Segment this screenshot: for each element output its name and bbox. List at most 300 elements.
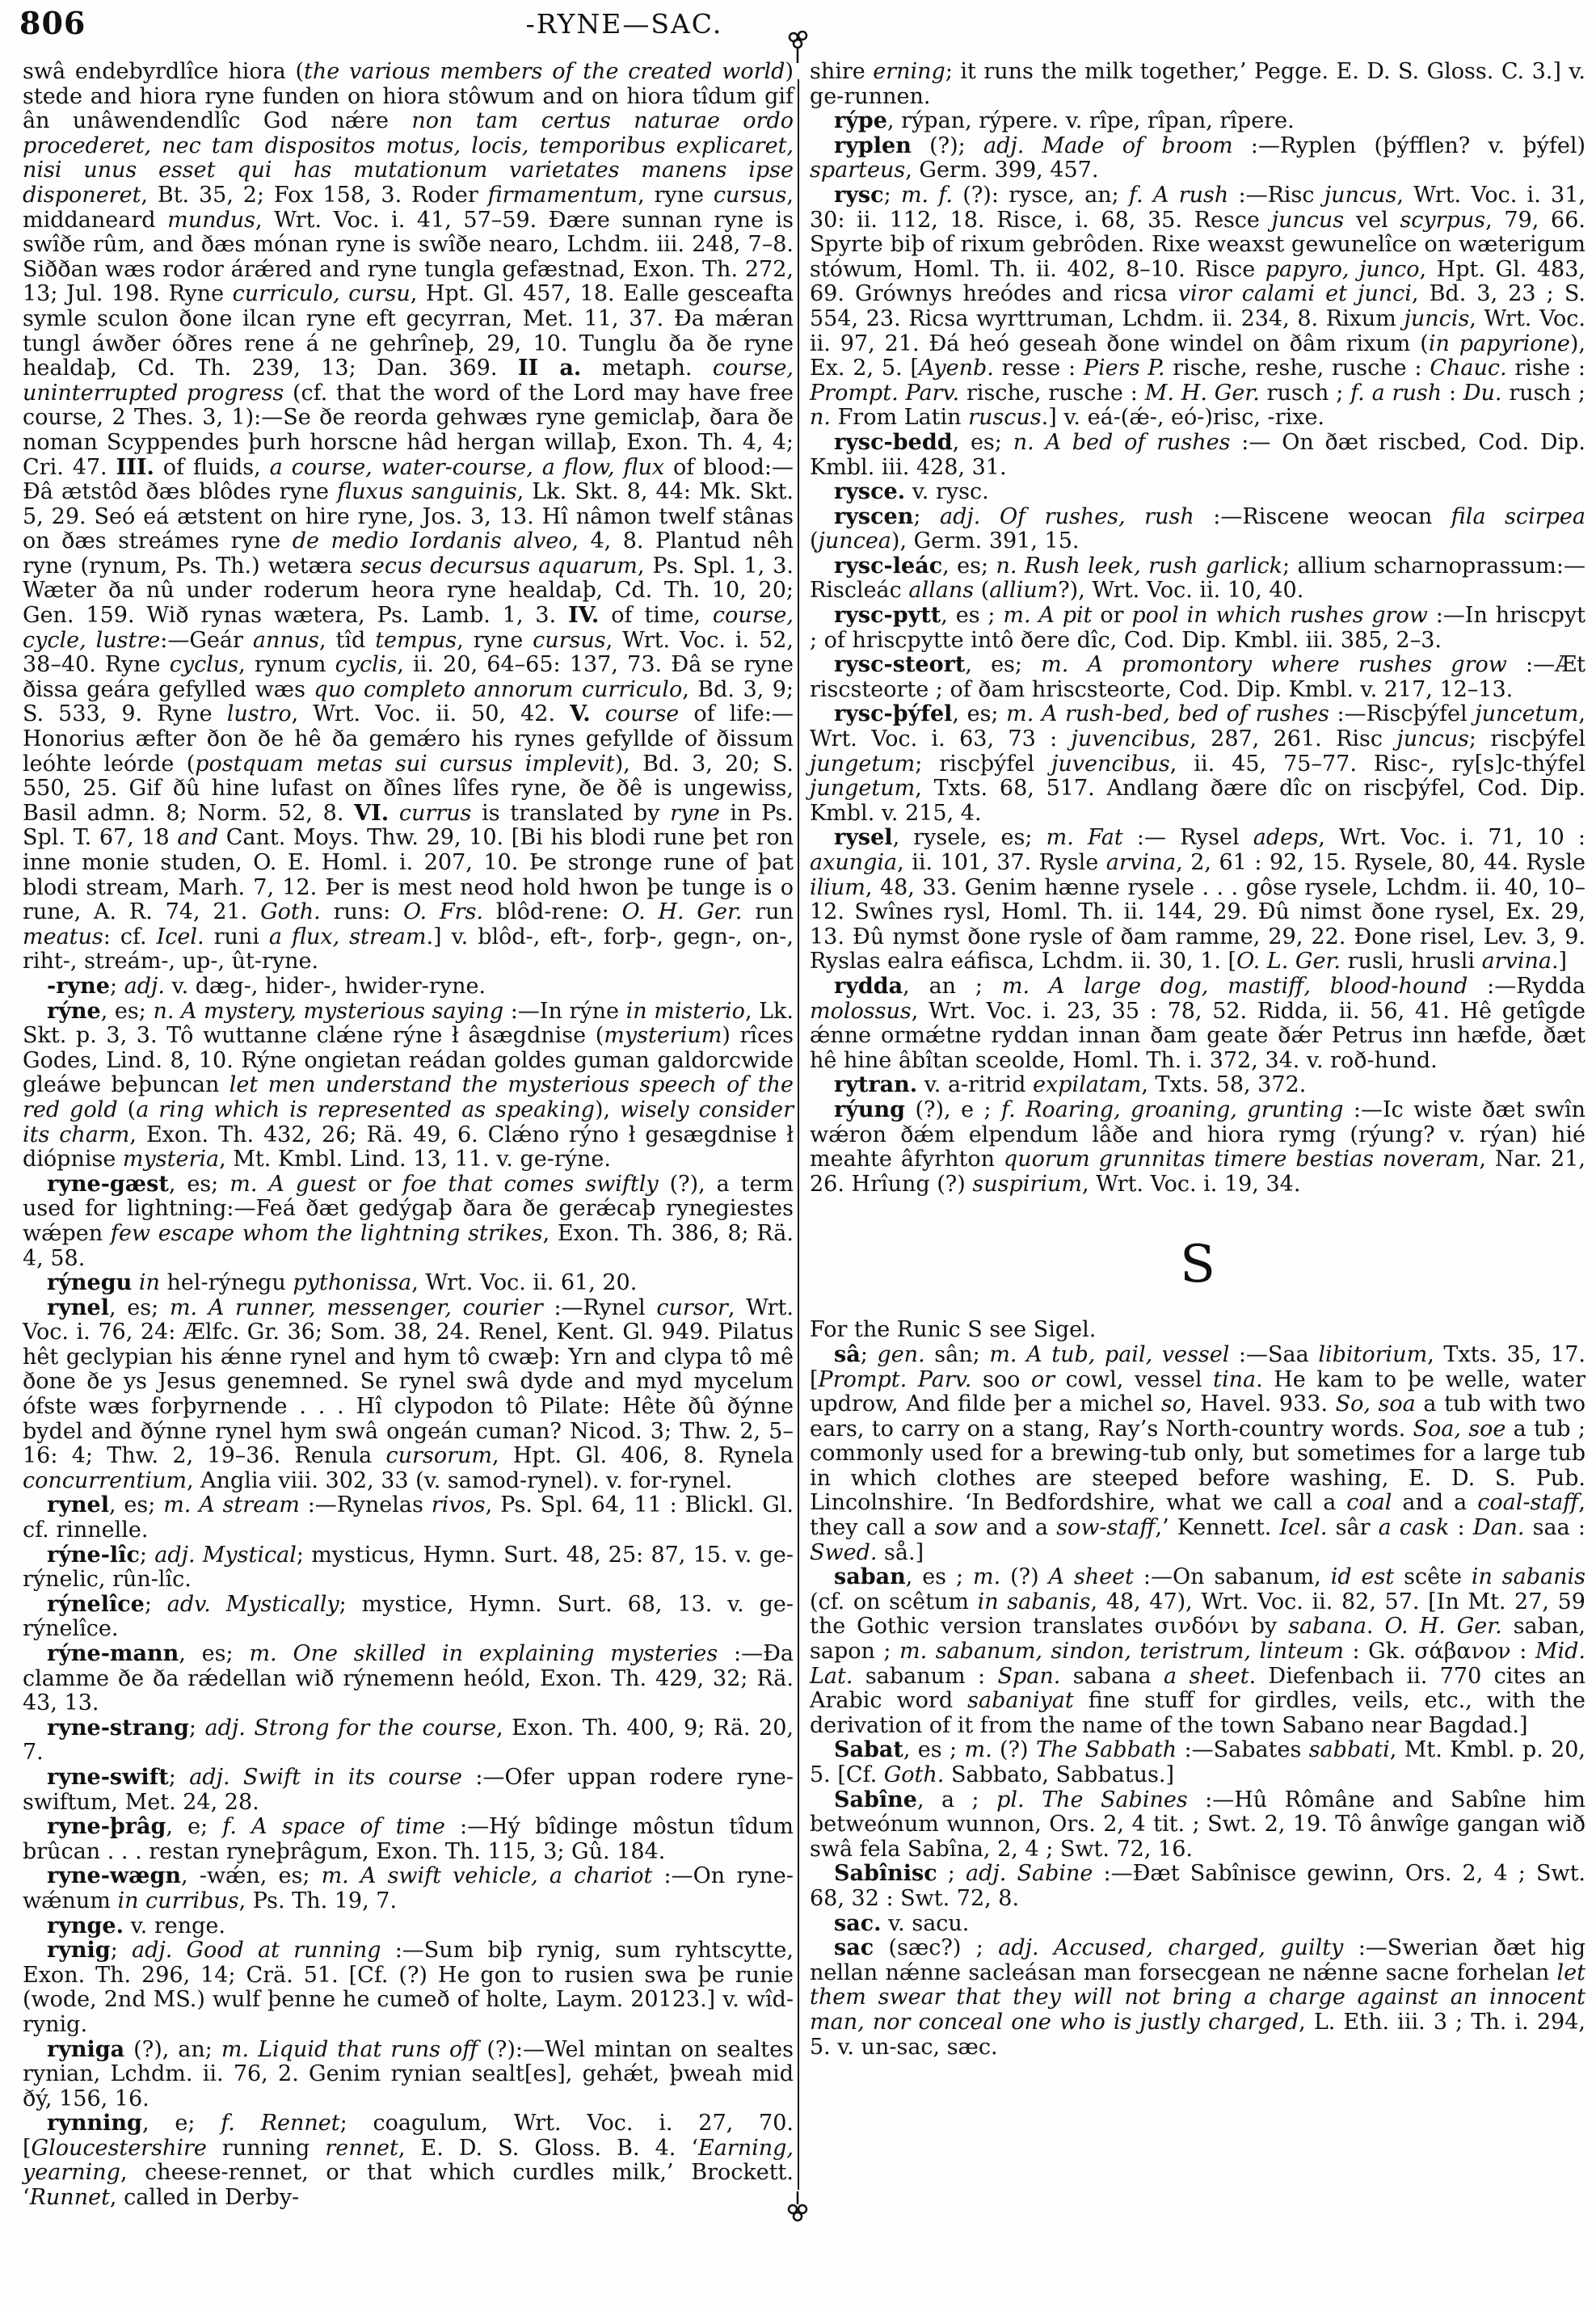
entry-text: v. a-ritrid <box>917 1072 1033 1098</box>
entry-text: Du. <box>1463 380 1502 406</box>
entry-text: cyclis <box>335 652 398 678</box>
headword: ryne-þrâg <box>47 1814 166 1840</box>
entry-text: cursus <box>533 627 606 653</box>
entry-text: arvina <box>1105 850 1177 875</box>
entry-text: adj. Mystical <box>154 1542 297 1568</box>
entry-text: juncis <box>1404 305 1470 331</box>
entry-text: , tîd <box>318 627 376 653</box>
entry-text: , Wrt. Voc. i. 31, 30: ii. 112, 18. Risce, i. 68, 35. Resce <box>810 182 1585 233</box>
entry-text: (?) <box>992 1737 1036 1763</box>
entry-text: in sabanis <box>977 1589 1091 1614</box>
headword: rynig <box>47 1938 111 1964</box>
entry-text: runs: <box>320 899 403 925</box>
entry-text: or <box>356 1171 403 1197</box>
entry-text: , E. D. S. Gloss. B. 4. ‘ <box>398 2135 698 2161</box>
entry-text: ,’ Kennett. <box>1155 1515 1280 1541</box>
entry-text: f. A rush <box>1129 182 1229 208</box>
entry-text: running <box>206 2135 326 2161</box>
headword: ryne-swift <box>47 1764 169 1790</box>
entry-text: annus <box>252 627 319 653</box>
entry-text: , rynum <box>238 652 335 678</box>
entry-text: , Havel. 933. <box>1185 1391 1336 1417</box>
entry-text: pythonissa <box>293 1270 412 1296</box>
entry-text: viror calami et junci <box>1177 281 1412 307</box>
entry-text: , es; <box>108 1294 170 1320</box>
headword: rysc-leác <box>834 553 943 579</box>
entry-text: firmamentum <box>487 182 638 208</box>
entry-text: , Wrt. Voc. i. 23, 35 : 78, 52. Ridda, ii. 56, 41. Hê getîgde ǽnne ormǽtne ryddan innan ðam geate ðǽr Petrus inn hæfde, ðæt hê hine âbîtan sceolde, Homl. Th. i. 372, 34. v. roð-hund. <box>810 998 1585 1073</box>
entry-text: jungetum <box>810 776 916 802</box>
entry-text <box>132 1270 139 1295</box>
headword: rýnelîce <box>47 1591 145 1617</box>
entry-text: currus <box>398 800 472 826</box>
entry-text: rusch ; <box>1501 380 1585 406</box>
entry-text: , Germ. 399, 457. <box>905 158 1099 183</box>
entry-text: :— On ðæt riscbed, Cod. Dip. Kmbl. iii. 428, 31. <box>810 429 1585 480</box>
entry-text: v. sacu. <box>881 1910 970 1936</box>
section-letter-heading: S <box>1180 1235 1215 1295</box>
entry-text: :—Swerian ðæt hig nellan nǽnne sacleásan man forsecgean ne nǽnne sacne forhelan <box>810 1935 1585 1985</box>
dict-entry <box>810 604 1585 653</box>
page-number: 806 <box>19 5 86 41</box>
entry-text: ryne <box>670 800 720 826</box>
dict-entry <box>23 1815 794 1864</box>
entry-text: , Ps. Spl. 1, 3. Wæter ða nû under roderum heora ryne healdaþ, Cd. Th. 10, 20; Gen. 159. Wið rynas wætera, Ps. Lamb. 1, 3. <box>23 553 794 629</box>
entry-text: runi <box>204 924 269 949</box>
entry-text: :—Hý bîdinge môstun tîdum brûcan . . . restan ryneþrâgum, Exon. Th. 115, 3; Gû. 184. <box>23 1814 794 1864</box>
entry-text: f. Roaring, groaning, grunting <box>1001 1097 1344 1122</box>
entry-text: .] v. eá-(ǽ-, eó-)risc, -rixe. <box>1041 405 1325 431</box>
entry-text: adeps <box>1253 825 1319 851</box>
entry-text: , e; <box>166 1814 223 1840</box>
entry-text: m. sabanum, sindon, teristrum, linteum <box>899 1639 1344 1665</box>
entry-text: scête <box>1394 1564 1472 1590</box>
entry-text: , Wrt. Voc. i. 76, 24: Ælfc. Gr. 36; Som. 38, 24. Renel, Kent. Gl. 949. Pilatus hêt geclypian his ǽnne rynel and hym tô cwæþ: Yrn and clypa tô mê ðone ðe ys Jesus genemned. Se rynel swâ dyde and myd mycelum ófste wæs forþyrnende . . . Hî clypodon tô Pilate: Hête ðû ðýnne bydel and ðýnne rynel hym swâ ongeán cuman? Nicod. 3; Thw. 2, 5–16: 4; Thw. 2, 19–36. Renula <box>23 1294 794 1469</box>
dict-entry <box>23 1000 794 1172</box>
entry-text: cowl, vessel <box>1055 1366 1214 1392</box>
headword: rysel <box>834 825 893 851</box>
entry-text: Dan. <box>1472 1515 1525 1541</box>
entry-text: .] v. blôd-, eft-, forþ-, gegn-, on-, riht-, streám-, up-, ût-ryne. <box>23 924 794 974</box>
dict-entry <box>23 1593 794 1642</box>
entry-text: mysterium <box>604 1023 722 1049</box>
entry-text: O. Frs. <box>403 899 484 925</box>
headword: rynel <box>47 1492 109 1518</box>
entry-text: :—Riscþýfel <box>1329 701 1476 727</box>
entry-text: :—On sabanum, <box>1134 1564 1331 1590</box>
entry-text: n. A mystery, mysterious saying <box>153 998 504 1024</box>
entry-text: let them swear that they will not bring a charge against an innocent man, nor conceal one who is justly charged <box>810 1960 1585 2035</box>
entry-text: ?), Wrt. Voc. ii. 10, 40. <box>1058 578 1304 604</box>
entry-text: sabanum : <box>853 1663 998 1689</box>
entry-text: Swed. <box>810 1539 878 1565</box>
entry-text: n. A bed of rushes <box>1013 429 1231 455</box>
entry-text: ; allium scharnoprassum:—Riscleác <box>810 553 1585 604</box>
entry-text: ), Ex. 2, 5. [ <box>810 330 1585 381</box>
entry-text: . <box>1366 1614 1385 1640</box>
entry-text: , Txts. 35, 17. [ <box>810 1341 1585 1392</box>
entry-text: m. A swift vehicle, a chariot <box>321 1863 653 1889</box>
entry-text: Runnet <box>29 2185 110 2211</box>
entry-text: in <box>138 1270 160 1296</box>
entry-text: , Exon. Th. 400, 9; Rä. 20, 7. <box>23 1715 794 1766</box>
entry-text: run <box>742 899 794 925</box>
dict-entry <box>810 183 1585 431</box>
entry-text: ; <box>139 1542 155 1568</box>
entry-text: (?); <box>911 133 983 158</box>
entry-text: course <box>604 701 680 727</box>
entry-text: tempus <box>375 627 457 653</box>
entry-text: Sabbato, Sabbatus.] <box>944 1762 1174 1787</box>
entry-text: , rysele, es; <box>892 825 1046 851</box>
entry-text: allium <box>989 578 1059 604</box>
headword: ryne-strang <box>47 1715 189 1741</box>
entry-text: , 48, 33. Genim hænne rysele . . . gôse rysele, Lchdm. ii. 40, 10–12. Swînes rysl, Homl. Th. ii. 144, 29. Ðû nimst ðone rysel, Ex. 29, 13. Ðû nymst ðone rysle of ðam ramme, 29, 22. Ðone risel, Lev. 3, 9. Ryslas ealra eáfisca, Lchdm. ii. 30, 1. [ <box>810 874 1585 974</box>
entry-text: vel <box>1344 207 1400 233</box>
entry-text: secus decursus aquarum <box>360 553 638 579</box>
entry-text: ruscus <box>968 405 1042 431</box>
headword: rynel <box>47 1294 109 1320</box>
entry-text: postquam metas sui cursus implevit <box>195 751 615 777</box>
entry-text: , Wrt. Voc. ii. 50, 42. <box>291 701 571 727</box>
headword: V. <box>570 701 591 727</box>
dict-entry <box>23 1716 794 1766</box>
entry-text: juncus <box>1324 182 1397 208</box>
entry-text: , es; <box>100 998 154 1024</box>
entry-text: :—Ryplen (þýfflen? v. þýfel) <box>1232 133 1585 158</box>
entry-text: , middaneard <box>23 182 794 233</box>
entry-text: ) rîces Godes, Lind. 8, 10. Rýne ongietan reádan goldes guman galdorcwide gleáwe beþuncan <box>23 1023 794 1098</box>
entry-text: de medio Iordanis alveo <box>292 528 572 554</box>
entry-text: , Exon. Th. 386, 8; Rä. 4, 58. <box>23 1220 794 1271</box>
dict-entry <box>810 1565 1585 1738</box>
headword: ryscen <box>834 503 914 529</box>
entry-text: in Ps. Spl. T. 67, 18 <box>23 800 794 851</box>
entry-text: :—Riscene weocan <box>1194 503 1451 529</box>
entry-text: Goth. <box>260 899 321 925</box>
entry-text: mundus <box>167 207 256 233</box>
entry-text: id est <box>1330 1564 1395 1590</box>
entry-text: , they call a <box>810 1490 1585 1541</box>
entry-text: : <box>1442 380 1463 406</box>
entry-text: sân; <box>924 1341 990 1367</box>
entry-text: ; coagulum, Wrt. Voc. i. 27, 70. [ <box>23 2111 794 2161</box>
entry-text: adj. Made of broom <box>983 133 1233 158</box>
headword: rýne-lîc <box>47 1542 140 1568</box>
entry-text: a sheet <box>1164 1663 1249 1689</box>
entry-text: ; mysticus, Hymn. Surt. 48, 25: 87, 15. v. ge-rýnelic, rûn-lîc. <box>23 1542 794 1593</box>
headword: rydda <box>834 973 903 999</box>
entry-text: a ring which is represented as speaking <box>136 1097 595 1122</box>
entry-text: in misterio <box>625 998 745 1024</box>
entry-text: ), Germ. 391, 15. <box>891 528 1080 554</box>
entry-text: so <box>1160 1391 1186 1417</box>
entry-text: , Txts. 68, 517. Andlang ðære dîc on riscþýfel, Cod. Dip. Kmbl. v. 215, 4. <box>810 776 1585 826</box>
entry-text: lustro <box>226 701 292 727</box>
entry-text: a cask <box>1378 1515 1450 1541</box>
entry-text: n. Rush leek, rush garlick <box>996 553 1283 579</box>
entry-text: soo <box>971 1366 1031 1392</box>
entry-text: :—Rynelas <box>299 1492 432 1518</box>
dict-entry <box>810 1788 1585 1863</box>
entry-text: swâ endebyrdlîce hiora ( <box>23 59 304 84</box>
entry-text: , es; <box>952 429 1013 455</box>
entry-text: , 4, 8. Plantud nêh ryne (rynum, Ps. Th.) wetæra <box>23 528 794 579</box>
dict-entry <box>810 505 1585 554</box>
headword: VI. <box>354 800 390 826</box>
entry-text: ; it runs the milk together,’ Pegge. E. D. S. Gloss. C. 3.] v. ge-runnen. <box>810 59 1585 109</box>
entry-text: , es ; <box>941 603 1004 629</box>
dict-entry <box>810 826 1585 974</box>
entry-text: Soa, soe <box>1413 1416 1506 1442</box>
entry-text: let men understand the mysterious speech of the red gold <box>23 1072 794 1122</box>
headword: ryplen <box>834 133 912 158</box>
entry-text: , Wrt. Voc. ii. 61, 20. <box>411 1270 638 1296</box>
entry-text: and <box>177 825 219 851</box>
entry-text: Prompt. Parv. <box>810 380 960 406</box>
entry-text: libitorium <box>1318 1341 1428 1367</box>
headword: ryniga <box>47 2036 125 2062</box>
headword: rysc <box>834 182 884 208</box>
entry-text: adj. Of rushes, rush <box>940 503 1194 529</box>
entry-text: saban, sapon ; <box>810 1614 1586 1665</box>
entry-text: , Bd. 3, 23 ; S. 554, 23. Ricsa wyrttruman, Lchdm. ii. 234, 8. Rixum <box>810 281 1585 331</box>
entry-text: saa : <box>1524 1515 1586 1541</box>
entry-text: rishe : <box>1506 356 1585 381</box>
entry-text: cursorum <box>385 1443 492 1469</box>
entry-text: :—Ðæt Sabînisce gewinn, Ors. 2, 4 ; Swt. 68, 32 : Swt. 72, 8. <box>810 1861 1586 1911</box>
entry-text: v. rysc. <box>905 479 989 505</box>
entry-text: ; <box>860 1341 878 1367</box>
headword: Sabînisc <box>834 1861 937 1887</box>
entry-text: ; riscþýfel <box>1468 726 1585 752</box>
dict-entry <box>810 1098 1585 1197</box>
entry-text: O. L. Ger. <box>1236 949 1341 974</box>
entry-text: is translated by <box>471 800 671 826</box>
entry-text: concurrentium <box>23 1467 187 1493</box>
entry-text: m. Fat <box>1046 825 1123 851</box>
entry-text: , 2, 61 : 92, 15. Rysele, 80, 44. Rysle <box>1176 850 1585 875</box>
entry-text: a course, water-course, a flow, flux <box>269 454 665 480</box>
dict-entry <box>23 974 794 1000</box>
entry-text: Gloucestershire <box>31 2135 207 2161</box>
dict-entry <box>810 134 1585 183</box>
entry-text: in sabanis <box>1471 1564 1585 1590</box>
entry-text: ; <box>937 1861 966 1887</box>
entry-text: ( <box>974 578 990 604</box>
entry-text: , Wrt. Voc. i. 52, 38–40. Ryne <box>23 627 794 678</box>
entry-text: ; <box>168 1764 190 1790</box>
dict-entry <box>810 1738 1585 1787</box>
entry-text: the various members of the created world <box>304 59 785 84</box>
entry-text: shire <box>810 59 874 84</box>
entry-text: sabana <box>1060 1663 1164 1689</box>
entry-text: , ryne <box>457 627 533 653</box>
entry-text: in papyrione <box>1428 330 1570 356</box>
entry-text: f. a rush <box>1350 380 1442 406</box>
headword: II a. <box>517 356 582 381</box>
entry-text: pool in which rushes grow <box>1131 603 1428 629</box>
entry-text: , ii. 45, 75–77. Risc-, ry[s]c-thýfel <box>1169 751 1585 777</box>
entry-text: ; mystice, Hymn. Surt. 68, 13. v. ge-rýnelîce. <box>23 1591 794 1642</box>
entry-text: , Wrt. Voc. i. 71, 10 : <box>1318 825 1586 851</box>
dict-entry <box>810 653 1585 702</box>
entry-text: juncus <box>1396 726 1469 752</box>
headword: rýnegu <box>47 1270 133 1296</box>
entry-text: m. One skilled in explaining mysteries <box>249 1641 718 1666</box>
entry-text: , es ; <box>905 1564 973 1590</box>
dict-entry <box>23 1642 794 1716</box>
entry-text: So, soa <box>1335 1391 1416 1417</box>
entry-text: , Lk. Skt. 8, 44: Mk. Skt. 5, 29. Seó eá ætstent on hire ryne, Jos. 3, 13. Hî nâmon twelf stânas on ðæs streámes ryne <box>23 479 794 554</box>
entry-text: Prompt. Parv. <box>818 1366 972 1392</box>
entry-text: v. dæg-, hider-, hwider-ryne. <box>164 973 486 999</box>
entry-text: Chauc. <box>1430 356 1507 381</box>
entry-text: :— Rysel <box>1122 825 1253 851</box>
entry-text: , a ; <box>916 1787 997 1812</box>
entry-text: m. A guest <box>230 1171 357 1197</box>
entry-text: , Ps. Th. 19, 7. <box>238 1888 398 1913</box>
entry-text: Icel. <box>156 924 204 949</box>
entry-text: adj. Strong for the course <box>204 1715 497 1741</box>
entry-text: blôd-rene: <box>483 899 622 925</box>
headword: rýung <box>834 1097 906 1122</box>
entry-text: adj. Accused, charged, guilty <box>998 1935 1344 1961</box>
entry-text: juncus <box>1271 207 1345 233</box>
entry-text: adj. Sabine <box>966 1861 1093 1887</box>
dict-entry <box>810 431 1585 480</box>
entry-text: a tub with two ears, to carry on a stang, Ray’s North-country words. <box>810 1391 1585 1442</box>
entry-text: of fluids, <box>154 454 270 480</box>
dict-entry <box>810 1912 1585 1937</box>
entry-text: tina <box>1213 1366 1257 1392</box>
entry-text: of time, <box>599 603 713 629</box>
entry-text: rennet <box>325 2135 398 2161</box>
entry-text: erning <box>873 59 945 84</box>
entry-text: , 287, 261. Risc <box>1190 726 1397 752</box>
entry-text: axungia <box>810 850 898 875</box>
entry-text: ; <box>883 182 901 208</box>
entry-text: rische, reshe, rusche : <box>1164 356 1430 381</box>
entry-text: , Mt. Kmbl. Lind. 13, 11. v. ge-rýne. <box>219 1147 611 1172</box>
entry-text: f. Rennet <box>221 2111 340 2136</box>
entry-text: , es; <box>179 1641 250 1666</box>
entry-text: , es; <box>108 1492 164 1518</box>
dict-entry-continuation <box>23 60 794 974</box>
entry-text: expilatam <box>1032 1072 1142 1098</box>
entry-text: sâr <box>1327 1515 1379 1541</box>
entry-text: , Hpt. Gl. 406, 8. Rynela <box>491 1443 794 1469</box>
headword: saban <box>834 1564 906 1590</box>
entry-text: , e; <box>141 2111 221 2136</box>
headword: rysc-þýfel <box>834 701 953 727</box>
entry-text: course, uninterrupted progress <box>23 356 794 406</box>
entry-text: M. H. Ger. <box>1144 380 1260 406</box>
entry-text: ), <box>594 1097 621 1122</box>
entry-text: rivos <box>431 1492 486 1518</box>
dict-entry <box>23 1864 794 1913</box>
entry-text: molossus <box>810 998 912 1024</box>
entry-text: jungetum <box>810 751 916 777</box>
entry-text: :—In hriscpyt ; of hriscpytte intô ðere dîc, Cod. Dip. Kmbl. iii. 385, 2–3. <box>810 603 1585 653</box>
entry-text: ( <box>117 1097 137 1122</box>
entry-text: scyrpus <box>1400 207 1486 233</box>
headword: sac. <box>834 1910 882 1936</box>
entry-text: , L. Eth. iii. 3 ; Th. i. 294, 5. v. un-sac, sæc. <box>810 2009 1585 2060</box>
entry-text: , es; <box>168 1171 230 1197</box>
entry-text: sow-staff <box>1056 1515 1156 1541</box>
entry-text <box>389 801 399 826</box>
entry-text: , Anglia viii. 302, 33 (v. samod-rynel). v. for-rynel. <box>186 1467 733 1493</box>
dict-entry <box>23 1271 794 1296</box>
entry-text: (sæc?) ; <box>874 1935 999 1961</box>
entry-text: m. A tub, pail, vessel <box>989 1341 1230 1367</box>
dict-entry-continuation <box>810 60 1585 109</box>
entry-text: , an ; <box>903 973 1002 999</box>
entry-text: coal <box>1346 1490 1392 1516</box>
headword: rýne-mann <box>47 1641 179 1666</box>
entry-text: Span. <box>997 1663 1061 1689</box>
entry-text: , 48, 47), Wrt. Voc. ii. 82, 57. [In Mt. 27, 59 the Gothic version translates σινδόνι by <box>810 1589 1585 1640</box>
entry-text: From Latin <box>830 405 969 431</box>
headword: Sabat <box>834 1737 903 1763</box>
entry-text: arvina <box>1481 949 1552 974</box>
entry-text: gen. <box>877 1341 925 1367</box>
headword: rynge. <box>47 1913 124 1938</box>
entry-text: :—In rýne <box>503 998 626 1024</box>
entry-text: and a <box>1392 1490 1478 1516</box>
dict-entry <box>23 1914 794 1939</box>
headword: rynning <box>47 2111 142 2136</box>
entry-text: sabaniyat <box>967 1688 1074 1714</box>
entry-text: , rýpan, rýpere. v. rîpe, rîpan, rîpere. <box>886 108 1295 134</box>
dict-entry <box>23 1296 794 1494</box>
entry-text: coal-staff <box>1477 1490 1579 1516</box>
entry-text: m. A promontory where rushes grow <box>1041 652 1507 678</box>
entry-text: , Bd. 3, 9; S. 533, 9. Ryne <box>23 676 794 727</box>
headword: rysce. <box>834 479 906 505</box>
entry-text: (?):—Wel mintan on sealtes rynian, Lchdm. ii. 76, 2. Genim rynian sealt[es], gehǽt, þweah mid ðý, 156, 16. <box>23 2036 794 2111</box>
entry-text: suspirium <box>972 1171 1082 1197</box>
entry-text: ; <box>109 973 124 999</box>
entry-text: , Hpt. Gl. 483, 69. Grównys hreódes and ricsa <box>810 256 1585 307</box>
entry-text: Mid. Lat. <box>810 1639 1585 1689</box>
dict-entry <box>810 1936 1585 2060</box>
entry-text: rusli, hrusli <box>1340 949 1482 974</box>
entry-text: allans <box>908 578 975 604</box>
entry-text: :—On ryne-wǽnum <box>23 1863 794 1913</box>
entry-text: O. H. Ger. <box>1384 1614 1502 1640</box>
dictionary-column-right <box>810 60 1585 2060</box>
dict-entry <box>810 109 1585 134</box>
column-divider-rule <box>798 79 799 2190</box>
headword: ryne-gæst <box>47 1171 169 1197</box>
entry-text: ; riscþýfel <box>915 751 1052 777</box>
entry-text: :—Ic wiste ðæt swîn wǽron ðǽm elpendum lâðe and hiora rymg (rýung? v. rýan) hié meahte âfyrhton <box>810 1097 1586 1172</box>
entry-text: ) stede and hiora ryne funden on hiora stôwum and on hiora tîdum gif ân unâwendendlîc God nǽre <box>23 59 794 134</box>
headword: sac <box>834 1935 874 1961</box>
entry-text: :—Risc <box>1228 182 1324 208</box>
entry-text: :—Æt riscsteorte ; of ðam hriscsteorte, Cod. Dip. Kmbl. v. 217, 12–13. <box>810 652 1585 702</box>
entry-text: a tub ; commonly used for a brewing-tub only, but sometimes for a large tub in which clothes are steeped before washing, E. D. S. Pub. Lincolnshire. ‘In Bedfordshire, what we call a <box>810 1416 1586 1516</box>
dict-entry <box>810 1343 1585 1565</box>
entry-text: foe that comes swiftly <box>402 1171 659 1197</box>
entry-text: m. Liquid that runs off <box>221 2036 478 2062</box>
entry-text: , ryne <box>638 182 714 208</box>
entry-text <box>591 701 605 726</box>
entry-text: , Wrt. Voc. i. 41, 57–59. Ðære sunnan ryne is swîðe rûm, and ðæs mónan ryne is swîðe nearo, Lchdm. iii. 248, 7–8. Siððan wæs rodor árǽred and ryne tungla gefæstnad, Exon. Th. 272, 13; Jul. 198. Ryne <box>23 207 794 307</box>
entry-text: ; <box>913 503 941 529</box>
